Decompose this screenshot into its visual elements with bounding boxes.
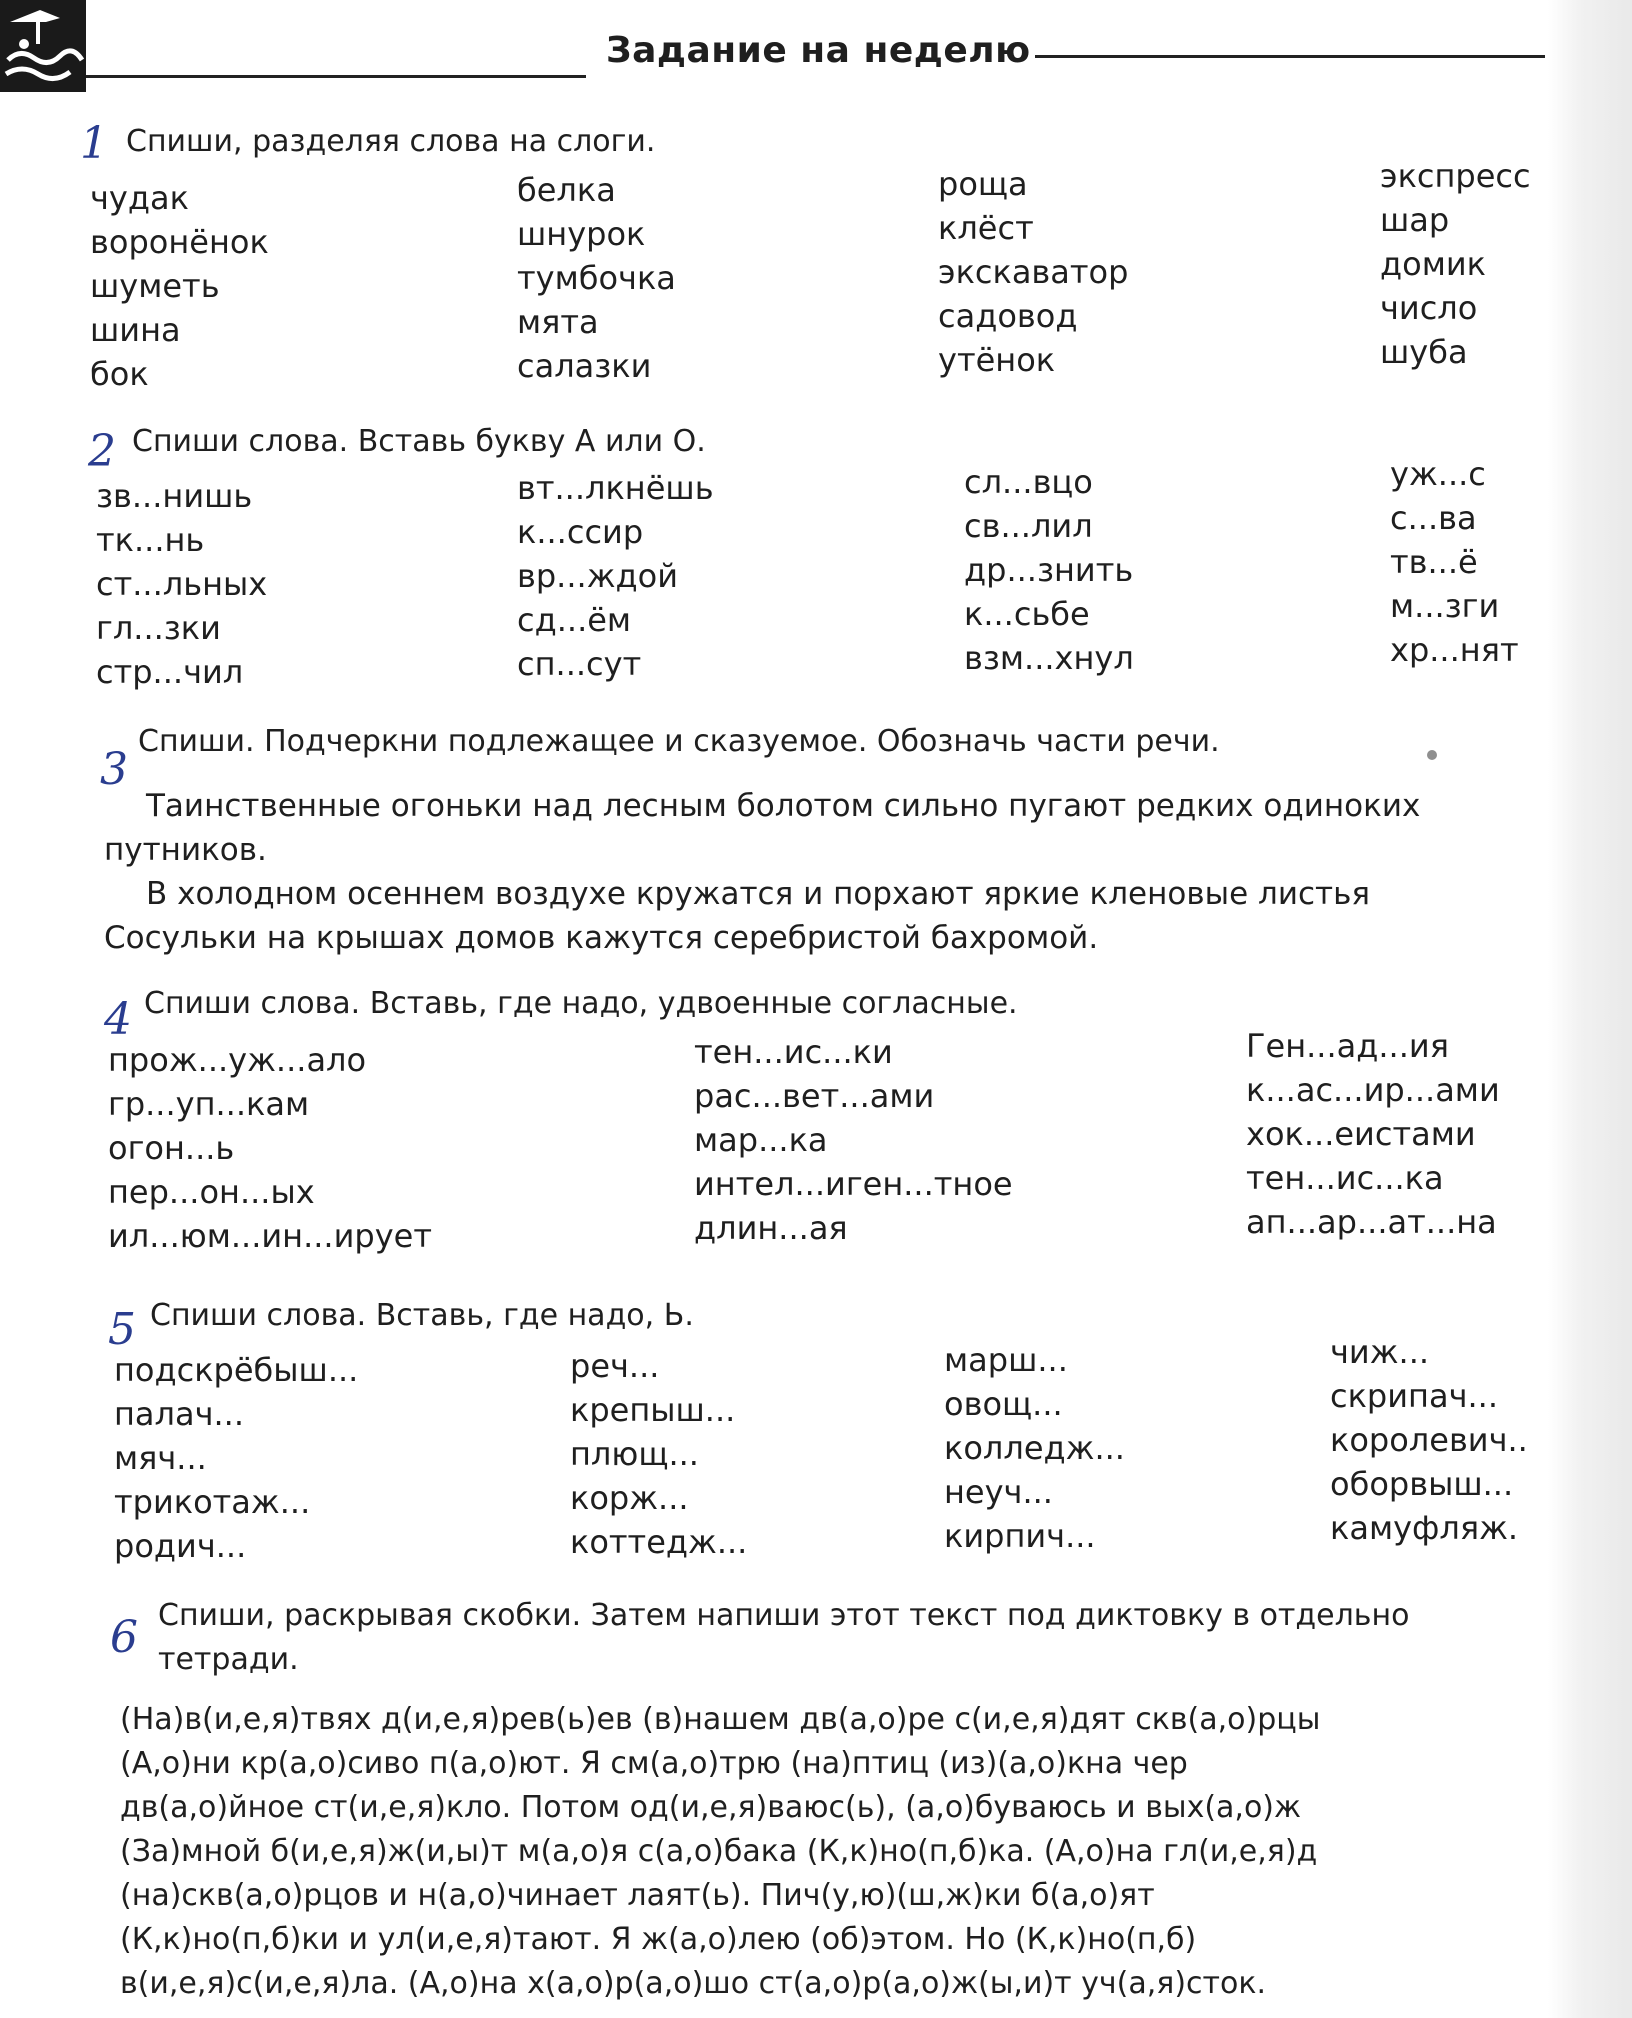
word-column (1330, 1330, 1528, 1550)
word: палач... (114, 1395, 245, 1433)
word-column (938, 162, 1128, 382)
word: сд...ём (517, 601, 632, 639)
word: оборвыш... (1330, 1465, 1514, 1503)
task-number: 5 (108, 1304, 136, 1355)
task-instruction (158, 1594, 1409, 1682)
word: зв...нишь (96, 477, 253, 515)
task-number: 4 (104, 994, 132, 1045)
word: тумбочка (517, 259, 676, 297)
word: мяч... (114, 1439, 207, 1477)
word: тв...ё (1390, 543, 1478, 581)
word: плющ... (570, 1435, 699, 1473)
word: вр...ждой (517, 557, 679, 595)
word: взм...хнул (964, 639, 1134, 677)
word: огон...ь (108, 1129, 235, 1167)
word: трикотаж... (114, 1483, 311, 1521)
word-column (517, 466, 714, 686)
word: к...ссир (517, 513, 644, 551)
word-column (964, 460, 1134, 680)
task-number: 2 (88, 426, 116, 477)
page-title: Задание на неделю (606, 30, 1031, 71)
word: королевич.. (1330, 1421, 1528, 1459)
word: реч... (570, 1347, 660, 1385)
word: коттедж... (570, 1523, 748, 1561)
word: мята (517, 303, 599, 341)
word: хр...нят (1390, 631, 1519, 669)
word: с...ва (1390, 499, 1477, 537)
logo-icon (0, 0, 86, 92)
word-column (1390, 452, 1519, 672)
task-instruction: Спиши слова. Вставь, где надо, Ь. (150, 1298, 694, 1333)
word: колледж... (944, 1429, 1125, 1467)
word: клёст (938, 209, 1034, 247)
word-column (114, 1348, 358, 1568)
word: сп...сут (517, 645, 642, 683)
word: шина (90, 311, 181, 349)
word: белка (517, 171, 616, 209)
word-column (1380, 154, 1531, 374)
task-instruction: Спиши, разделяя слова на слоги. (126, 124, 656, 159)
word: родич... (114, 1527, 247, 1565)
word: экскаватор (938, 253, 1129, 291)
word: шнурок (517, 215, 646, 253)
word: салазки (517, 347, 652, 385)
word: утёнок (938, 341, 1056, 379)
text-line: Сосульки на крышах домов кажутся серебристой бахромой. (104, 920, 1099, 956)
word: прож...уж...ало (108, 1041, 367, 1079)
text-line: в(и,е,я)с(и,е,я)ла. (А,о)на х(а,о)р(а,о)шо ст(а,о)р(а,о)ж(ы,и)т уч(а,я)сток. (120, 1966, 1267, 2001)
word: вт...лкнёшь (517, 469, 714, 507)
word: скрипач... (1330, 1377, 1498, 1415)
instruction-line: Спиши, раскрывая скобки. Затем напиши этот текст под диктовку в отдельно (158, 1598, 1410, 1633)
word: экспресс (1380, 157, 1531, 195)
text-line: (За)мной б(и,е,я)ж(и,ы)т м(а,о)я с(а,о)бака (К,к)но(п,б)ка. (А,о)на гл(и,е,я)д (120, 1834, 1318, 1869)
word: крепыш... (570, 1391, 736, 1429)
task-instruction: Спиши. Подчеркни подлежащее и сказуемое. Обозначь части речи. (138, 724, 1220, 759)
word: стр...чил (96, 653, 244, 691)
word: хок...еистами (1246, 1115, 1476, 1153)
word: гр...уп...кам (108, 1085, 310, 1123)
word: чиж... (1330, 1333, 1430, 1371)
text-line: (на)скв(а,о)рцов и н(а,о)чинает лаят(ь). Пич(у,ю)(ш,ж)ки б(а,о)ят (120, 1878, 1155, 1913)
header-rule-left (86, 75, 586, 78)
word: марш... (944, 1341, 1068, 1379)
word: корж... (570, 1479, 689, 1517)
word-column (944, 1338, 1125, 1558)
task-number: 6 (110, 1612, 138, 1663)
word: гл...зки (96, 609, 221, 647)
word: рас...вет...ами (694, 1077, 935, 1115)
text-line: дв(а,о)йное ст(и,е,я)кло. Потом од(и,е,я)ваюс(ь), (а,о)буваюсь и вых(а,о)ж (120, 1790, 1302, 1825)
task-number: 1 (80, 118, 108, 169)
word: роща (938, 165, 1028, 203)
instruction-line: тетради. (158, 1642, 299, 1677)
word: тен...ис...ка (1246, 1159, 1444, 1197)
word: интел...иген...тное (694, 1165, 1013, 1203)
text-line: В холодном осеннем воздухе кружатся и порхают яркие кленовые листья (146, 876, 1370, 912)
word: уж...с (1390, 455, 1486, 493)
ink-dot (1427, 750, 1437, 760)
word-column (694, 1030, 1013, 1250)
text-line: путников. (104, 832, 267, 868)
word: тк...нь (96, 521, 205, 559)
word-column (108, 1038, 432, 1258)
word: неуч... (944, 1473, 1053, 1511)
word-column (1246, 1024, 1500, 1244)
word: ил...юм...ин...ирует (108, 1217, 432, 1255)
word: камуфляж. (1330, 1509, 1519, 1547)
word: к...ас...ир...ами (1246, 1071, 1500, 1109)
word: чудак (90, 179, 189, 217)
word: мар...ка (694, 1121, 828, 1159)
word: бок (90, 355, 149, 393)
word: овощ... (944, 1385, 1063, 1423)
word: садовод (938, 297, 1078, 335)
task-instruction: Спиши слова. Вставь, где надо, удвоенные согласные. (144, 986, 1018, 1021)
text-paragraph (104, 784, 1420, 960)
task-instruction: Спиши слова. Вставь букву А или О. (132, 424, 706, 459)
word: шар (1380, 201, 1450, 239)
word: ст...льных (96, 565, 268, 603)
word: число (1380, 289, 1478, 327)
word: м...зги (1390, 587, 1500, 625)
word: сл...вцо (964, 463, 1093, 501)
text-paragraph (120, 1698, 1320, 2006)
task-number: 3 (100, 744, 128, 795)
page-edge-shadow (1548, 0, 1632, 2018)
text-line: (А,о)ни кр(а,о)сиво п(а,о)ют. Я см(а,о)трю (на)птиц (из)(а,о)кна чер (120, 1746, 1188, 1781)
word: подскрёбыш... (114, 1351, 359, 1389)
word: шуметь (90, 267, 220, 305)
word-column (90, 176, 269, 396)
word-column (517, 168, 676, 388)
word: длин...ая (694, 1209, 848, 1247)
word: др...знить (964, 551, 1134, 589)
word-column (96, 474, 267, 694)
header-rule-right (1035, 55, 1545, 58)
word: шуба (1380, 333, 1468, 371)
word-column (570, 1344, 747, 1564)
word: воронёнок (90, 223, 269, 261)
page-header (0, 0, 1632, 110)
word: св...лил (964, 507, 1093, 545)
word: домик (1380, 245, 1486, 283)
text-line: (К,к)но(п,б)ки и ул(и,е,я)тают. Я ж(а,о)лею (об)этом. Но (К,к)но(п,б) (120, 1922, 1197, 1957)
word: Ген...ад...ия (1246, 1027, 1449, 1065)
text-line: (На)в(и,е,я)твях д(и,е,я)рев(ь)ев (в)нашем дв(а,о)ре с(и,е,я)дят скв(а,о)рцы (120, 1702, 1321, 1737)
word: ап...ар...ат...на (1246, 1203, 1497, 1241)
text-line: Таинственные огоньки над лесным болотом сильно пугают редких одинокиx (146, 788, 1421, 824)
word: пер...он...ых (108, 1173, 315, 1211)
word: кирпич... (944, 1517, 1096, 1555)
word: тен...ис...ки (694, 1033, 893, 1071)
word: к...сьбе (964, 595, 1090, 633)
